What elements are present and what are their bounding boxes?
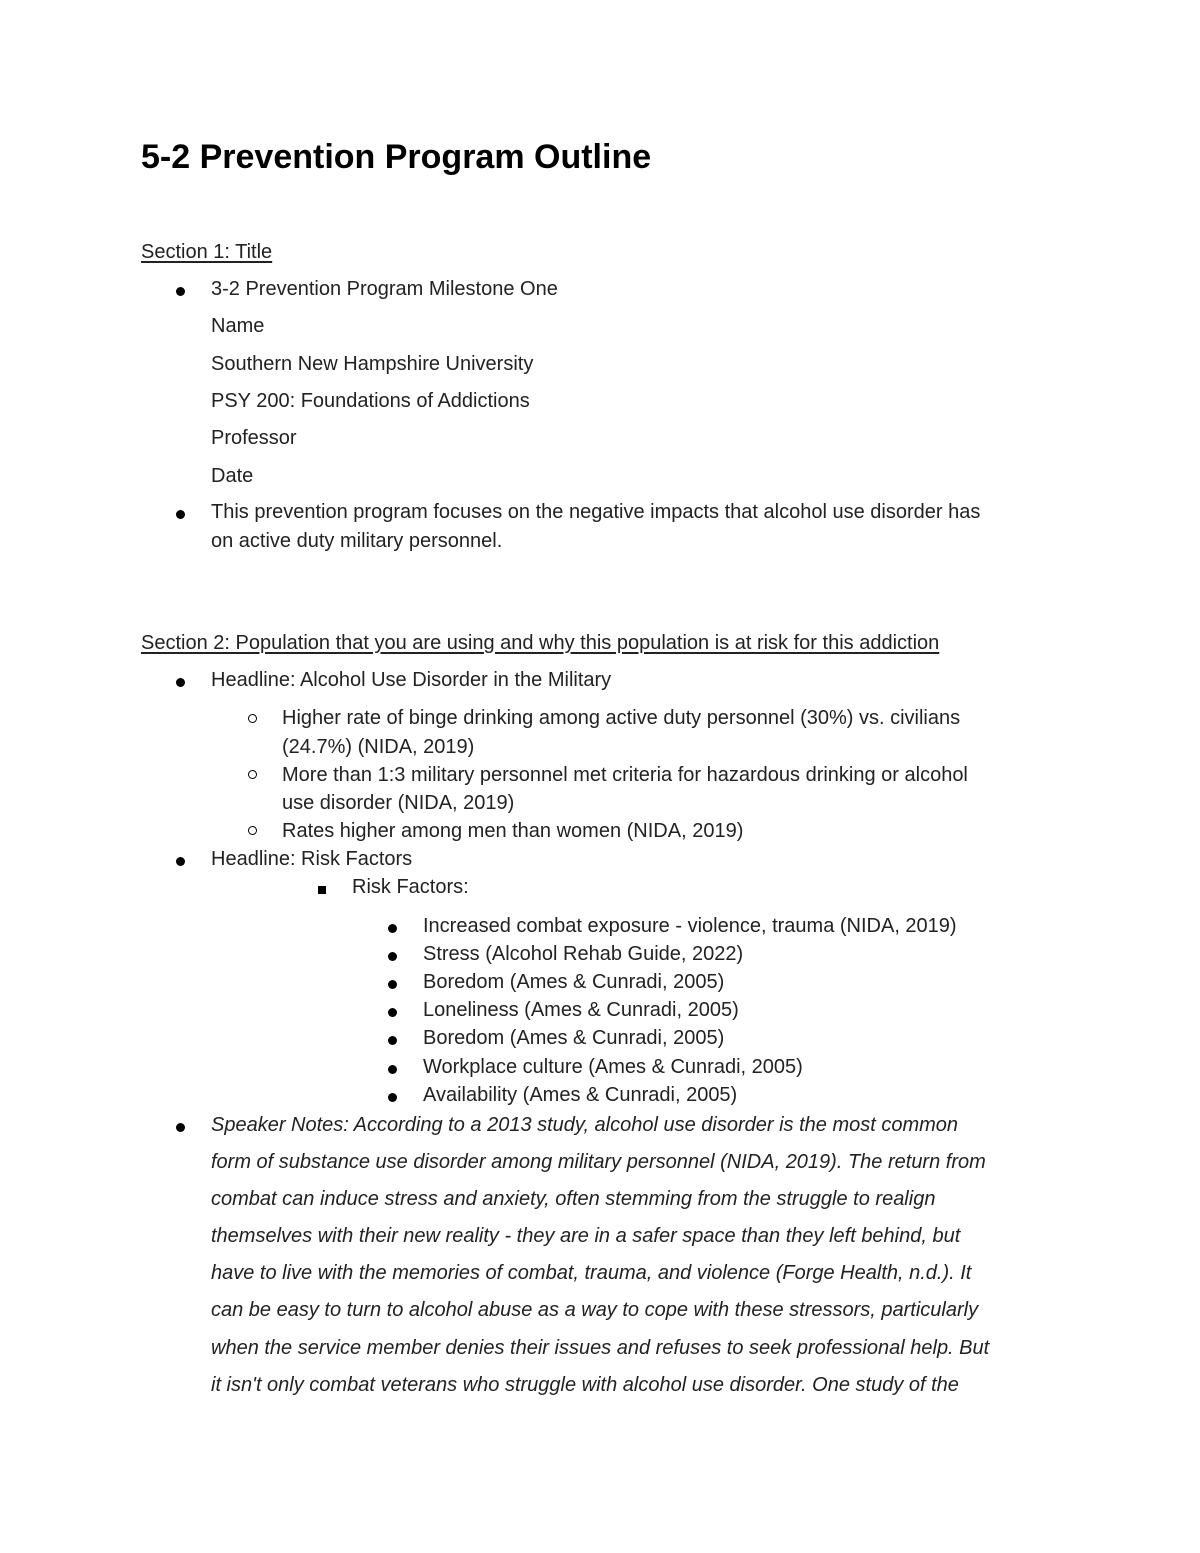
speaker-notes-line: themselves with their new reality - they are in a safer space than they left behind, but xyxy=(211,1225,961,1247)
speaker-notes-line: when the service member denies their issues and refuses to seek professional help. But xyxy=(211,1337,990,1359)
speaker-notes-line: Speaker Notes: According to a 2013 study, alcohol use disorder is the most common xyxy=(211,1114,959,1136)
sub-list-item-line: More than 1:3 military personnel met criteria for hazardous drinking or alcohol xyxy=(282,764,968,786)
bullet-icon xyxy=(388,952,397,961)
speaker-notes-line: have to live with the memories of combat, trauma, and violence (Forge Health, n.d.). It xyxy=(211,1262,972,1284)
bullet-icon xyxy=(176,287,185,296)
risk-factor-item: Availability (Ames & Cunradi, 2005) xyxy=(423,1084,738,1106)
bullet-icon xyxy=(176,678,185,687)
list-item: Headline: Risk Factors xyxy=(211,848,413,870)
speaker-notes-line: form of substance use disorder among military personnel (NIDA, 2019). The return from xyxy=(211,1151,986,1173)
title-line-date: Date xyxy=(211,465,254,487)
title-line-name: Name xyxy=(211,315,265,337)
speaker-notes-line: it isn't only combat veterans who struggle with alcohol use disorder. One study of the xyxy=(211,1374,959,1396)
bullet-icon xyxy=(388,1093,397,1102)
sub-list-item-line: use disorder (NIDA, 2019) xyxy=(282,792,515,814)
list-item-line: This prevention program focuses on the negative impacts that alcohol use disorder has xyxy=(211,501,981,523)
square-bullet-icon xyxy=(318,886,326,894)
speaker-notes-line: can be easy to turn to alcohol abuse as a way to cope with these stressors, particularly xyxy=(211,1299,979,1321)
title-line-professor: Professor xyxy=(211,427,297,449)
hollow-bullet-icon xyxy=(248,714,257,723)
sub-list-item: Rates higher among men than women (NIDA, 2019) xyxy=(282,820,744,842)
list-item-line: on active duty military personnel. xyxy=(211,530,503,552)
sub-list-item-line: Higher rate of binge drinking among active duty personnel (30%) vs. civilians xyxy=(282,707,961,729)
bullet-icon xyxy=(388,924,397,933)
bullet-icon xyxy=(176,510,185,519)
title-line-university: Southern New Hampshire University xyxy=(211,353,534,375)
risk-factor-item: Workplace culture (Ames & Cunradi, 2005) xyxy=(423,1056,803,1078)
list-item: Headline: Alcohol Use Disorder in the Military xyxy=(211,669,612,691)
page-title: 5-2 Prevention Program Outline xyxy=(141,138,652,176)
risk-factor-item: Loneliness (Ames & Cunradi, 2005) xyxy=(423,999,739,1021)
section1-heading: Section 1: Title xyxy=(141,241,273,263)
risk-factor-item: Boredom (Ames & Cunradi, 2005) xyxy=(423,1027,725,1049)
risk-factor-item: Stress (Alcohol Rehab Guide, 2022) xyxy=(423,943,744,965)
bullet-icon xyxy=(176,1123,185,1132)
hollow-bullet-icon xyxy=(248,826,257,835)
bullet-icon xyxy=(388,1036,397,1045)
hollow-bullet-icon xyxy=(248,770,257,779)
speaker-notes-line: combat can induce stress and anxiety, often stemming from the struggle to realign xyxy=(211,1188,936,1210)
bullet-icon xyxy=(388,980,397,989)
bullet-icon xyxy=(176,857,185,866)
bullet-icon xyxy=(388,1008,397,1017)
risk-factor-item: Boredom (Ames & Cunradi, 2005) xyxy=(423,971,725,993)
list-item: 3-2 Prevention Program Milestone One xyxy=(211,278,558,300)
section2-heading: Section 2: Population that you are using and why this population is at risk for this addiction xyxy=(141,632,940,654)
title-line-course: PSY 200: Foundations of Addictions xyxy=(211,390,530,412)
bullet-icon xyxy=(388,1065,397,1074)
sub-list-item-line: (24.7%) (NIDA, 2019) xyxy=(282,736,475,758)
risk-factor-item: Increased combat exposure - violence, trauma (NIDA, 2019) xyxy=(423,915,957,937)
sub-sub-list-item: Risk Factors: xyxy=(352,876,469,898)
